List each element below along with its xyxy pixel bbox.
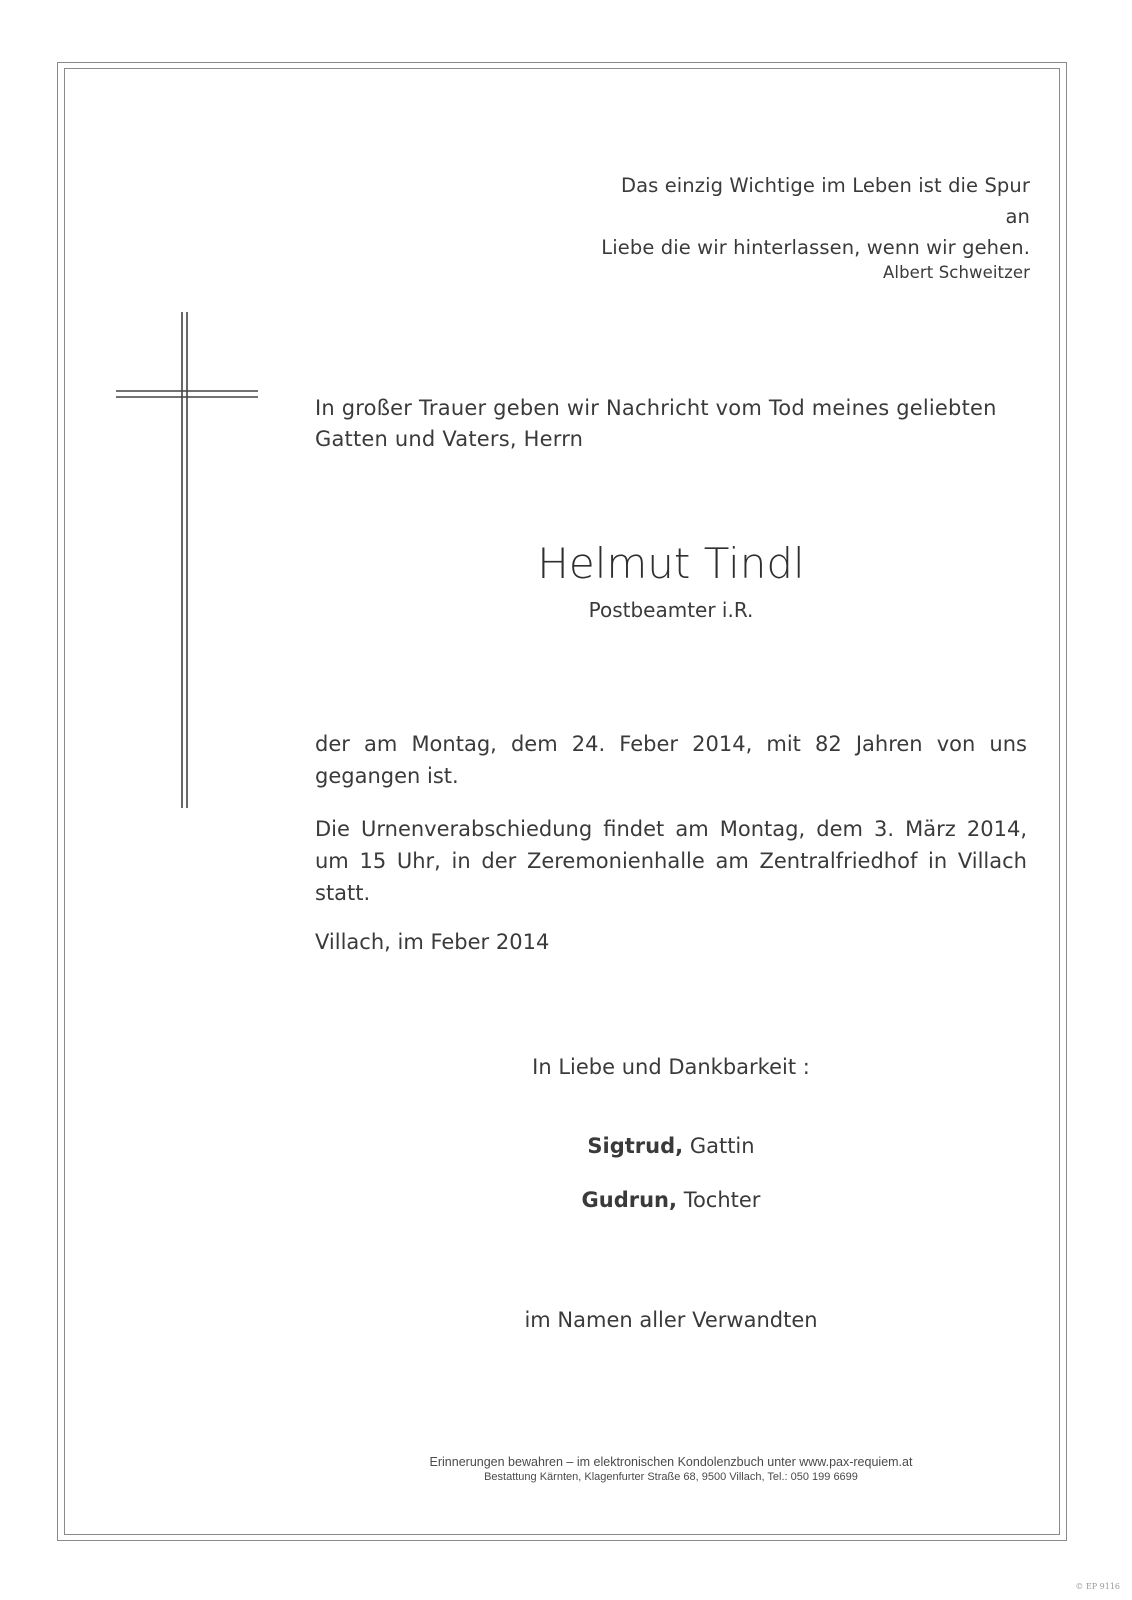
- death-details: der am Montag, dem 24. Feber 2014, mit 82 Jahren von uns gegangen ist.: [315, 732, 1027, 788]
- footer-condolence-line: Erinnerungen bewahren – im elektronischen Kondolenzbuch unter www.pax-requiem.at: [429, 1455, 913, 1469]
- footer-address-line: Bestattung Kärnten, Klagenfurter Straße 68, 9500 Villach, Tel.: 050 199 6699: [484, 1471, 858, 1483]
- relative-role: Gattin: [689, 1134, 755, 1158]
- relative-role: Tochter: [683, 1188, 761, 1212]
- relative-name: Sigtrud,: [587, 1134, 684, 1158]
- place-date: Villach, im Feber 2014: [315, 930, 550, 954]
- ceremony-details: Die Urnenverabschiedung findet am Montag, dem 3. März 2014, um 15 Uhr, in der Zeremonienhalle am Zentralfriedhof in Villach statt.: [315, 817, 1027, 905]
- announcement-intro: [315, 393, 1027, 455]
- quote-author: Albert Schweitzer: [883, 263, 1030, 282]
- signoff: im Namen aller Verwandten: [524, 1308, 818, 1332]
- deceased-title: Postbeamter i.R.: [588, 598, 754, 622]
- quote-line-2: Liebe die wir hinterlassen, wenn wir gehen.: [601, 236, 1030, 259]
- epigraph-quote: [598, 170, 1030, 285]
- document-id: © EP 9116: [1075, 1582, 1120, 1591]
- relative-entry: [315, 1185, 1027, 1215]
- relative-entry: [315, 1131, 1027, 1161]
- intro-line-1: In großer Trauer geben wir Nachricht vom Tod meines geliebten: [315, 396, 997, 420]
- intro-line-2: Gatten und Vaters, Herrn: [315, 427, 584, 451]
- closing-phrase: In Liebe und Dankbarkeit :: [532, 1055, 810, 1079]
- quote-line-1: Das einzig Wichtige im Leben ist die Spur an: [620, 174, 1030, 228]
- deceased-name: Helmut Tindl: [537, 539, 805, 588]
- cross-icon: [116, 312, 258, 808]
- relative-name: Gudrun,: [581, 1188, 677, 1212]
